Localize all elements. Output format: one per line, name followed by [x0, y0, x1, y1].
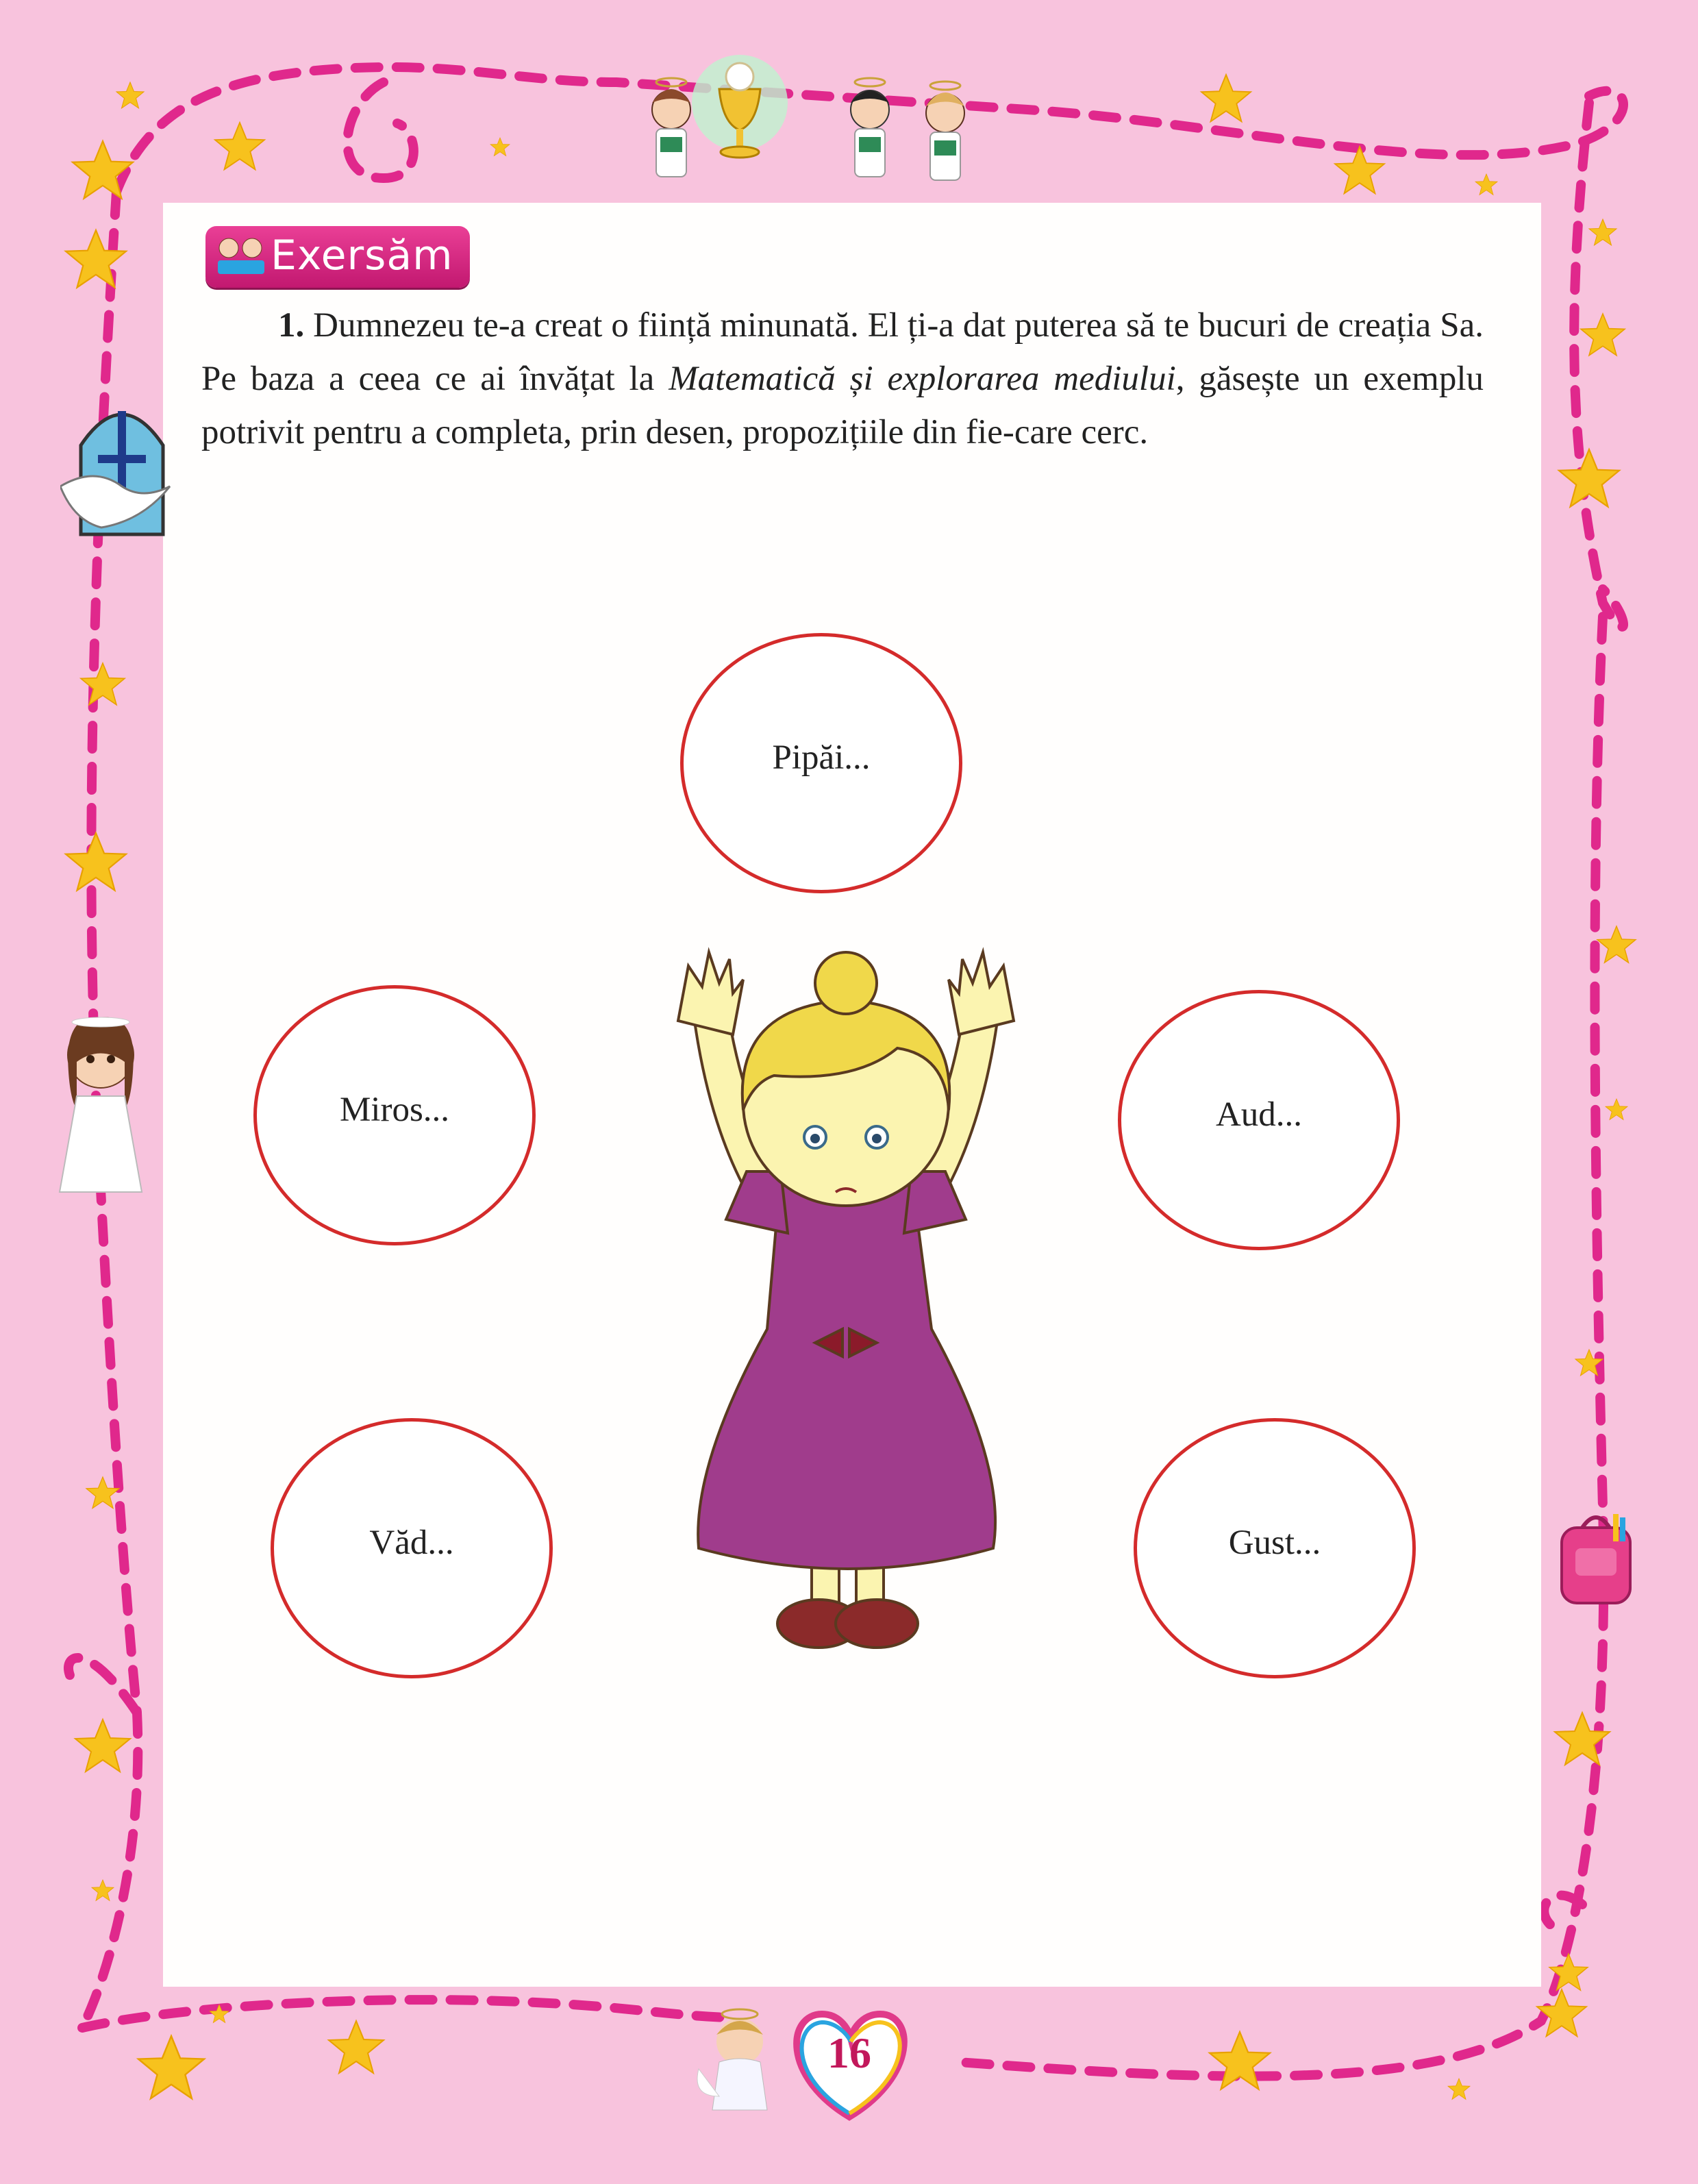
angel-icon — [652, 78, 690, 177]
exercise-number: 1. — [278, 306, 305, 345]
circle-smell-label: Miros... — [339, 1091, 450, 1129]
circle-hear[interactable] — [1118, 990, 1400, 1250]
girl-icon — [56, 1007, 145, 1199]
angels-chalice-icon — [616, 48, 1000, 192]
circle-taste-label: Gust... — [1228, 1524, 1321, 1562]
angel-icon — [926, 82, 964, 180]
backpack-icon — [1555, 1507, 1644, 1610]
section-title: Exersăm — [271, 232, 453, 280]
exercise-text — [201, 299, 1484, 459]
exercise-subject: Matematică și explorarea mediului — [669, 360, 1176, 398]
children-reading-icon — [214, 236, 269, 277]
circle-see[interactable] — [271, 1418, 553, 1678]
section-badge — [205, 226, 470, 288]
page-number: 16 — [827, 2028, 871, 2077]
angel-icon — [697, 2009, 767, 2110]
girl-illustration — [651, 945, 1041, 1685]
circle-touch-label: Pipăi... — [772, 739, 871, 777]
circle-hear-label: Aud... — [1215, 1095, 1303, 1134]
angel-icon — [851, 78, 889, 177]
circle-taste[interactable] — [1134, 1418, 1416, 1678]
church-window-icon — [60, 384, 184, 541]
exercise-text-before: Dumnezeu te-a creat o ființă minunată. El ți-a dat puterea să te bucuri de creația Sa. Pe baza a ceea ce ai învățat la — [201, 306, 1484, 398]
exercise-text-after: , găsește un exemplu potrivit pentru a completa, prin desen, propozițiile din fie-care cerc. — [201, 360, 1484, 451]
circle-smell[interactable] — [253, 985, 536, 1245]
circle-touch[interactable] — [680, 633, 962, 893]
circle-see-label: Văd... — [369, 1524, 454, 1562]
